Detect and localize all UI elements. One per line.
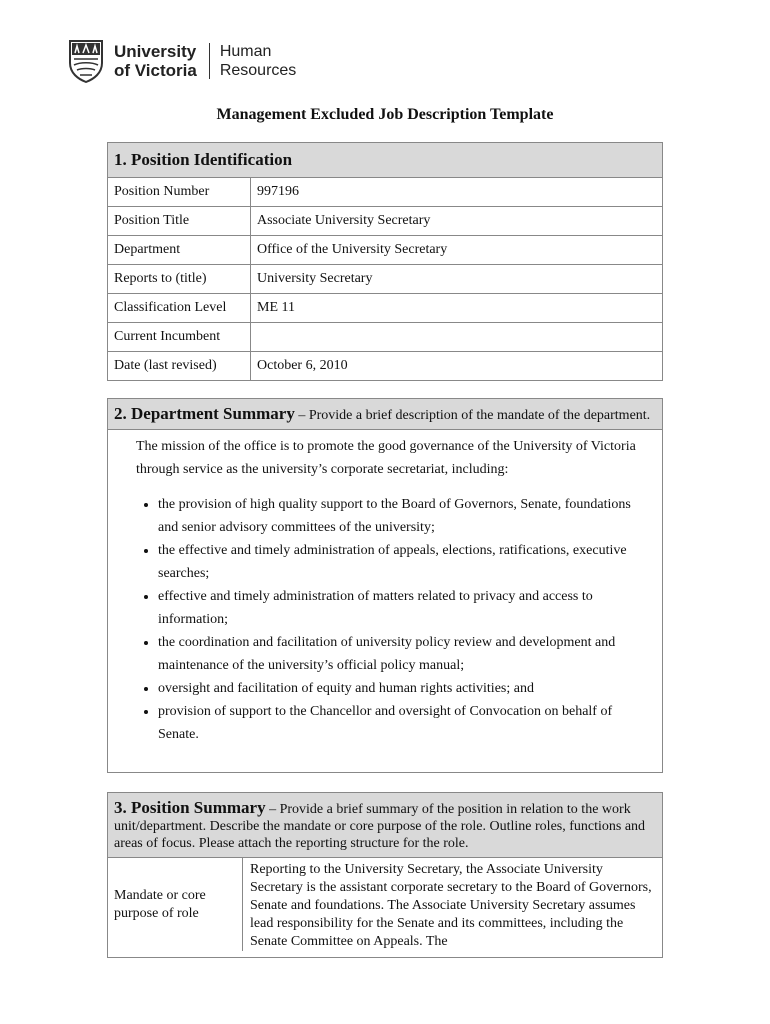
- row-value: University Secretary: [251, 265, 663, 294]
- university-name-line1: University: [114, 42, 197, 61]
- mission-statement: The mission of the office is to promote the good governance of the University of Victoria through service as the university’s corporate secretariat, including:: [136, 439, 636, 477]
- row-label: Position Number: [108, 178, 251, 207]
- list-item: • the coordination and facilitation of university policy review and development and maintenance of the university’s official policy manual;: [158, 631, 654, 677]
- mission-list: [136, 493, 654, 746]
- table-row: [108, 207, 662, 236]
- section-header: [108, 399, 662, 430]
- list-item: • effective and timely administration of matters related to privacy and access to information;: [158, 585, 654, 631]
- department-summary-body: [108, 430, 662, 746]
- table-row: [108, 858, 662, 951]
- uvic-hr-logo: [68, 38, 296, 84]
- section-instruction: – Provide a brief summary of the position in relation to the work unit/department. Describe the mandate or core purpose of the role. Outline roles, functions and areas of focus. Please attach the reporting structure for the role.: [114, 802, 646, 851]
- section-header: [108, 143, 662, 178]
- row-value: October 6, 2010: [251, 352, 663, 381]
- list-item: • provision of support to the Chancellor and oversight of Convocation on behalf of Senate.: [158, 700, 654, 746]
- row-label: Position Title: [108, 207, 251, 236]
- table-row: [108, 265, 662, 294]
- section-header: [108, 793, 662, 858]
- logo-divider: [209, 43, 210, 79]
- university-name-line2: of Victoria: [114, 61, 197, 80]
- section-instruction: – Provide a brief description of the mandate of the department.: [294, 408, 651, 423]
- row-value: 997196: [257, 184, 299, 199]
- row-label: Classification Level: [108, 294, 251, 323]
- department-name-line2: Resources: [219, 62, 297, 79]
- row-label: Date (last revised): [108, 352, 251, 381]
- table-row: [108, 294, 662, 323]
- university-name: [114, 42, 197, 80]
- row-label: Department: [108, 236, 251, 265]
- table-row: [108, 178, 662, 207]
- position-identification-table: [108, 178, 662, 380]
- department-name: [220, 42, 296, 80]
- row-label: Reports to (title): [108, 265, 251, 294]
- document-title: Management Excluded Job Description Template: [216, 106, 554, 123]
- list-item: • the provision of high quality support to the Board of Governors, Senate, foundations and senior advisory committees of the university;: [158, 493, 654, 539]
- table-row: [108, 352, 662, 381]
- section-heading: 2. Department Summary: [114, 404, 295, 423]
- row-value: ME 11: [251, 294, 663, 323]
- row-value: Associate University Secretary: [251, 207, 663, 236]
- row-value: Office of the University Secretary: [251, 236, 663, 265]
- position-summary-section: [107, 792, 663, 958]
- university-crest-icon: [68, 39, 104, 83]
- position-identification-section: [107, 142, 663, 381]
- row-label: Current Incumbent: [108, 323, 251, 352]
- row-value: [251, 323, 663, 352]
- row-label: Mandate or core purpose of role: [108, 858, 243, 951]
- list-item: • the effective and timely administration of appeals, elections, ratifications, executive searches;: [158, 539, 654, 585]
- list-item: • oversight and facilitation of equity and human rights activities; and: [158, 677, 654, 700]
- table-row: [108, 236, 662, 265]
- section-heading: 1. Position Identification: [114, 150, 293, 169]
- row-value: Reporting to the University Secretary, the Associate University Secretary is the assistant corporate secretary to the Board of Governors, Senate and foundations. The Associate University Secretary assumes lead responsibility for the Senate and its committees, including the Senate Committee on Appeals. The: [250, 862, 652, 949]
- table-row: [108, 323, 662, 352]
- department-name-line1: Human: [219, 43, 272, 60]
- section-heading: 3. Position Summary: [114, 798, 266, 817]
- department-summary-section: [107, 398, 663, 773]
